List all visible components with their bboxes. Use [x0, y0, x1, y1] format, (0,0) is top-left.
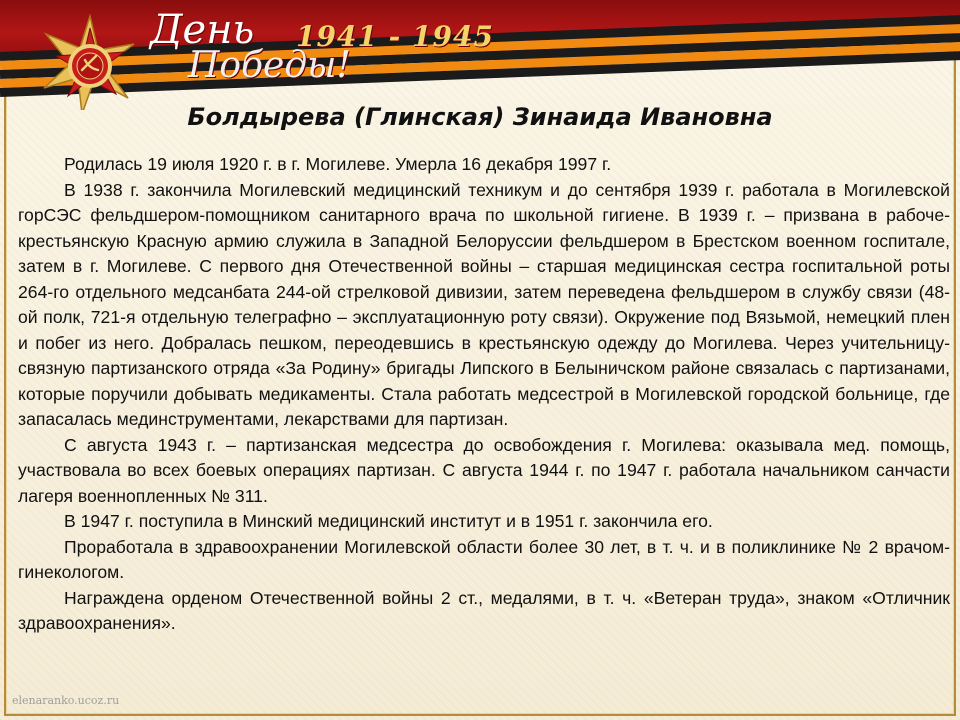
- paragraph: В 1947 г. поступила в Минский медицинский институт и в 1951 г. закончила его.: [64, 511, 713, 531]
- site-watermark: elenaranko.ucoz.ru: [12, 694, 120, 707]
- banner-title-line1: День: [150, 7, 255, 53]
- victory-day-banner: [0, 0, 960, 110]
- biography-text: [18, 152, 950, 637]
- paragraph: В 1938 г. закончила Могилевский медицинский техникум и до сентября 1939 г. работала в Могилевской горСЭС фельдшером-помощником санитарного врача по школьной гигиене. В 1939 г. – призвана в рабоче-крестьянскую Красную армию служила в Западной Белоруссии фельдшером в Брестском военном госпитале, затем в г. Могилеве. С первого дня Отечественной войны – старшая медицинская сестра госпитальной роты 264-го отдельного медсанбата 244-ой стрелковой дивизии, затем переведена фельдшером в службу связи (48-ой полк, 721-я отдельную телеграфно – эксплуатационную роту связи). Окружение под Вязьмой, немецкий плен и побег из него. Добралась пешком, переодевшись в крестьянскую одежду до Могилева. Через учительницу-связную партизанского отряда «За Родину» бригады Липского в Белыничском районе связалась с партизанами, которые поручили добывать медикаменты. Стала работать медсестрой в Могилевской городской больнице, где запасалась мединструментами, лекарствами для партизан.: [18, 179, 950, 429]
- order-patriotic-war-star-icon: [38, 14, 142, 110]
- banner-years: 1941 - 1945: [296, 20, 494, 53]
- banner-title-line2: Победы!: [188, 45, 351, 86]
- paragraph: Проработала в здравоохранении Могилевской области более 30 лет, в т. ч. и в поликлинике № 2 врачом-гинекологом.: [18, 536, 950, 582]
- paragraph: Награждена орденом Отечественной войны 2 ст., медалями, в т. ч. «Ветеран труда», знаком «Отличник здравоохранения».: [18, 587, 950, 633]
- page-title: Болдырева (Глинская) Зинаида Ивановна: [187, 103, 773, 131]
- paragraph: Родилась 19 июля 1920 г. в г. Могилеве. Умерла 16 декабря 1997 г.: [64, 154, 612, 174]
- paragraph: С августа 1943 г. – партизанская медсестра до освобождения г. Могилева: оказывала мед. помощь, участвовала во всех боевых операциях партизан. С августа 1944 г. по 1947 г. работала начальником санчасти лагеря военнопленных № 311.: [18, 434, 950, 506]
